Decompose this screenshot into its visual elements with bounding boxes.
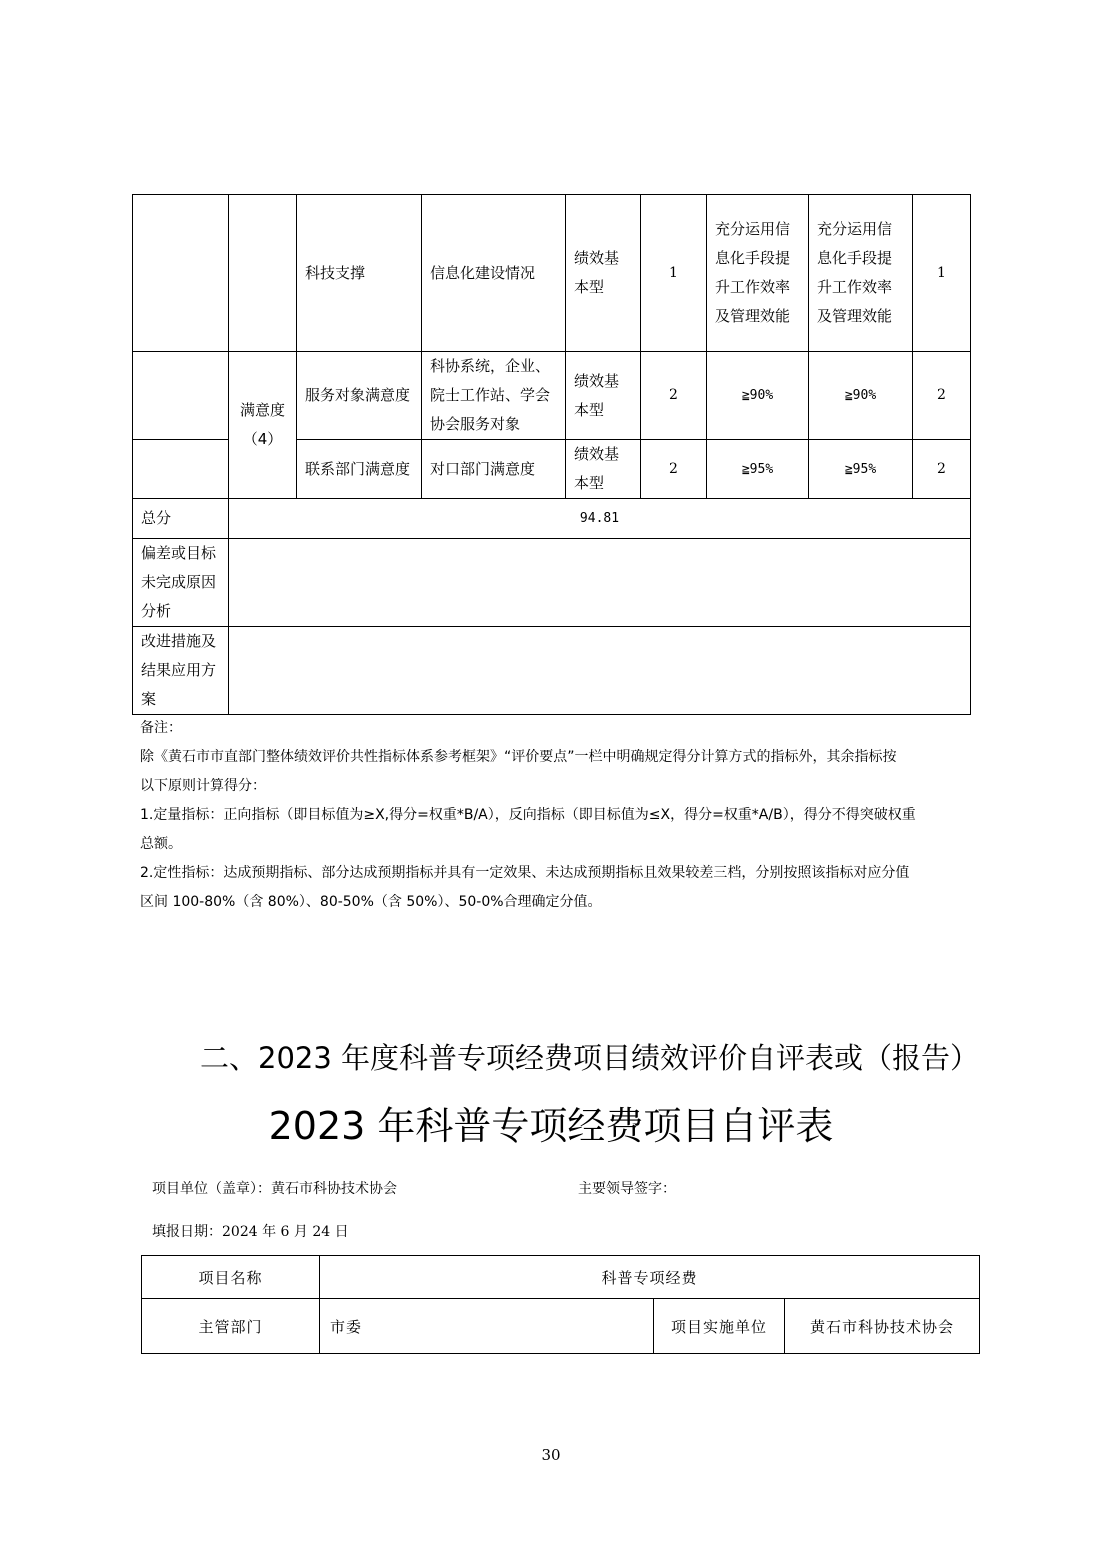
target-value: 充分运用信 息化手段提 升工作效率 及管理效能 <box>707 195 809 352</box>
level3-indicator: 服务对象满意度 <box>297 352 422 440</box>
target-value: ≧95% <box>707 440 809 499</box>
report-date: 填报日期：2024 年 6 月 24 日 <box>152 1224 349 1240</box>
score: 1 <box>913 195 971 352</box>
indicator-type: 绩效基 本型 <box>566 352 641 440</box>
table-row <box>133 195 971 352</box>
indicator-type: 绩效基 本型 <box>566 195 641 352</box>
improvement-value <box>229 627 971 715</box>
total-row <box>133 499 971 539</box>
level3-indicator: 科技支撑 <box>297 195 422 352</box>
deviation-label: 偏差或目标 未完成原因 分析 <box>133 539 229 627</box>
table-row <box>142 1256 980 1299</box>
total-value: 94.81 <box>229 499 971 539</box>
leader-signature: 主要领导签字： <box>578 1181 676 1197</box>
deviation-row <box>133 539 971 627</box>
actual-value: ≧95% <box>809 440 913 499</box>
actual-value: ≧90% <box>809 352 913 440</box>
table-row <box>142 1299 980 1354</box>
notes-line: 除《黄石市市直部门整体绩效评价共性指标体系参考框架》“评价要点”一栏中明确规定得分计算方式的指标外，其余指标按 <box>140 749 897 765</box>
project-unit: 项目单位（盖章）：黄石市科协技术协会 <box>152 1181 397 1197</box>
level3-indicator: 联系部门满意度 <box>297 440 422 499</box>
notes-line: 总额。 <box>140 836 182 852</box>
indicator-content: 科协系统，企业、 院士工作站、学会 协会服务对象 <box>422 352 566 440</box>
implementing-unit-value: 黄石市科协技术协会 <box>785 1299 980 1354</box>
page-number: 30 <box>541 1446 561 1464</box>
notes-line: 2.定性指标：达成预期指标、部分达成预期指标并具有一定效果、未达成预期指标且效果较差三档，分别按照该指标对应分值 <box>140 865 910 881</box>
project-info-table <box>141 1255 980 1354</box>
notes-line: 1.定量指标：正向指标（即目标值为≥X,得分=权重*B/A），反向指标（即目标值为≤X，得分=权重*A/B），得分不得突破权重 <box>140 807 916 823</box>
total-label: 总分 <box>133 499 229 539</box>
score: 2 <box>913 440 971 499</box>
indicator-type: 绩效基 本型 <box>566 440 641 499</box>
cell-empty <box>133 195 229 352</box>
department-value: 市委 <box>320 1299 654 1354</box>
notes <box>140 714 970 917</box>
department-label: 主管部门 <box>142 1299 320 1354</box>
performance-table <box>132 194 971 715</box>
notes-heading: 备注： <box>140 720 182 736</box>
notes-line: 以下原则计算得分： <box>140 778 266 794</box>
cell-empty <box>133 352 229 440</box>
indicator-content: 对口部门满意度 <box>422 440 566 499</box>
target-value: ≧90% <box>707 352 809 440</box>
weight: 2 <box>641 440 707 499</box>
notes-line: 区间 100-80%（含 80%）、80-50%（含 50%）、50-0%合理确定分值。 <box>140 894 602 910</box>
implementing-unit-label: 项目实施单位 <box>654 1299 785 1354</box>
cell-empty <box>133 440 229 499</box>
table-row <box>133 352 971 440</box>
improvement-row <box>133 627 971 715</box>
weight: 2 <box>641 352 707 440</box>
section-heading: 二、2023 年度科普专项经费项目绩效评价自评表或（报告） <box>200 1041 980 1075</box>
actual-value: 充分运用信 息化手段提 升工作效率 及管理效能 <box>809 195 913 352</box>
cell-empty <box>229 195 297 352</box>
project-name-value: 科普专项经费 <box>320 1256 980 1299</box>
improvement-label: 改进措施及 结果应用方 案 <box>133 627 229 715</box>
score: 2 <box>913 352 971 440</box>
project-name-label: 项目名称 <box>142 1256 320 1299</box>
satisfaction-group: 满意度 （4） <box>229 352 297 499</box>
weight: 1 <box>641 195 707 352</box>
indicator-content: 信息化建设情况 <box>422 195 566 352</box>
form-title: 2023 年科普专项经费项目自评表 <box>268 1104 834 1148</box>
deviation-value <box>229 539 971 627</box>
